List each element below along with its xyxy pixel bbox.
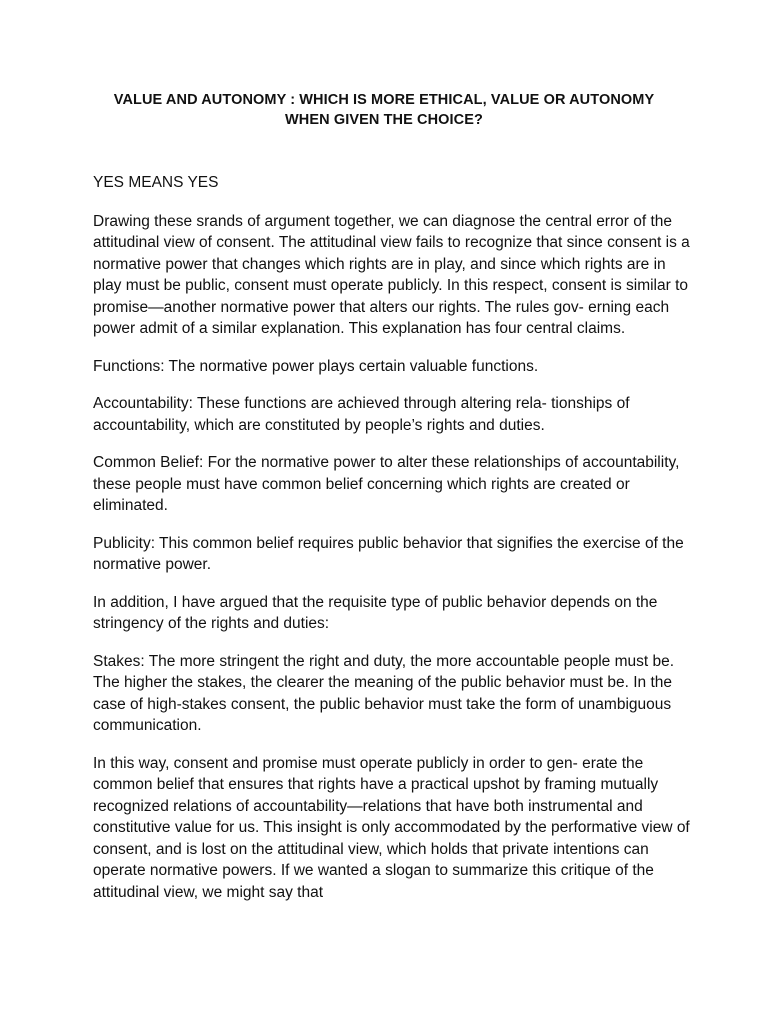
paragraph-conclusion: In this way, consent and promise must operate publicly in order to gen- erate the common belief that ensures that rights have a practical upshot by framing mutually recognized relations of accountability—relations that have both instrumental and constitutive value for us. This insight is only accommodated by the performative view of consent, and is lost on the attitudinal view, which holds that private intentions can operate normative powers. If we wanted a slogan to summarize this critique of the attitudinal view, we might say that	[93, 754, 690, 901]
paragraph-functions: Functions: The normative power plays certain valuable functions.	[93, 357, 539, 375]
paragraph-common-belief: Common Belief: For the normative power to alter these relationships of accountability, these people must have common belief concerning which rights are created or eliminated.	[93, 454, 680, 514]
title-line-2: WHEN GIVEN THE CHOICE?	[285, 112, 483, 128]
paragraph-addition: In addition, I have argued that the requisite type of public behavior depends on the stringency of the rights and duties:	[93, 593, 658, 632]
paragraph-intro: Drawing these srands of argument together, we can diagnose the central error of the attitudinal view of consent. The attitudinal view fails to recognize that since consent is a normative power that changes which rights are in play, and since which rights are in play must be public, consent must operate publicly. In this respect, consent is similar to promise—another normative power that alters our rights. The rules gov- erning each power admit of a similar explanation. This explanation has four central claims.	[93, 212, 690, 337]
section-heading: YES MEANS YES	[93, 174, 219, 191]
paragraph-publicity: Publicity: This common belief requires public behavior that signifies the exercise of the normative power.	[93, 534, 684, 573]
document-body	[93, 172, 693, 919]
paragraph-stakes: Stakes: The more stringent the right and duty, the more accountable people must be. The higher the stakes, the clearer the meaning of the public behavior must be. In the case of high-stakes consent, the public behavior must take the form of unambiguous communication.	[93, 652, 675, 734]
document-title	[60, 90, 708, 130]
title-line-1: VALUE AND AUTONOMY : WHICH IS MORE ETHICAL, VALUE OR AUTONOMY	[113, 92, 655, 108]
paragraph-accountability: Accountability: These functions are achieved through altering rela- tionships of accountability, which are constituted by people’s rights and duties.	[93, 395, 630, 434]
